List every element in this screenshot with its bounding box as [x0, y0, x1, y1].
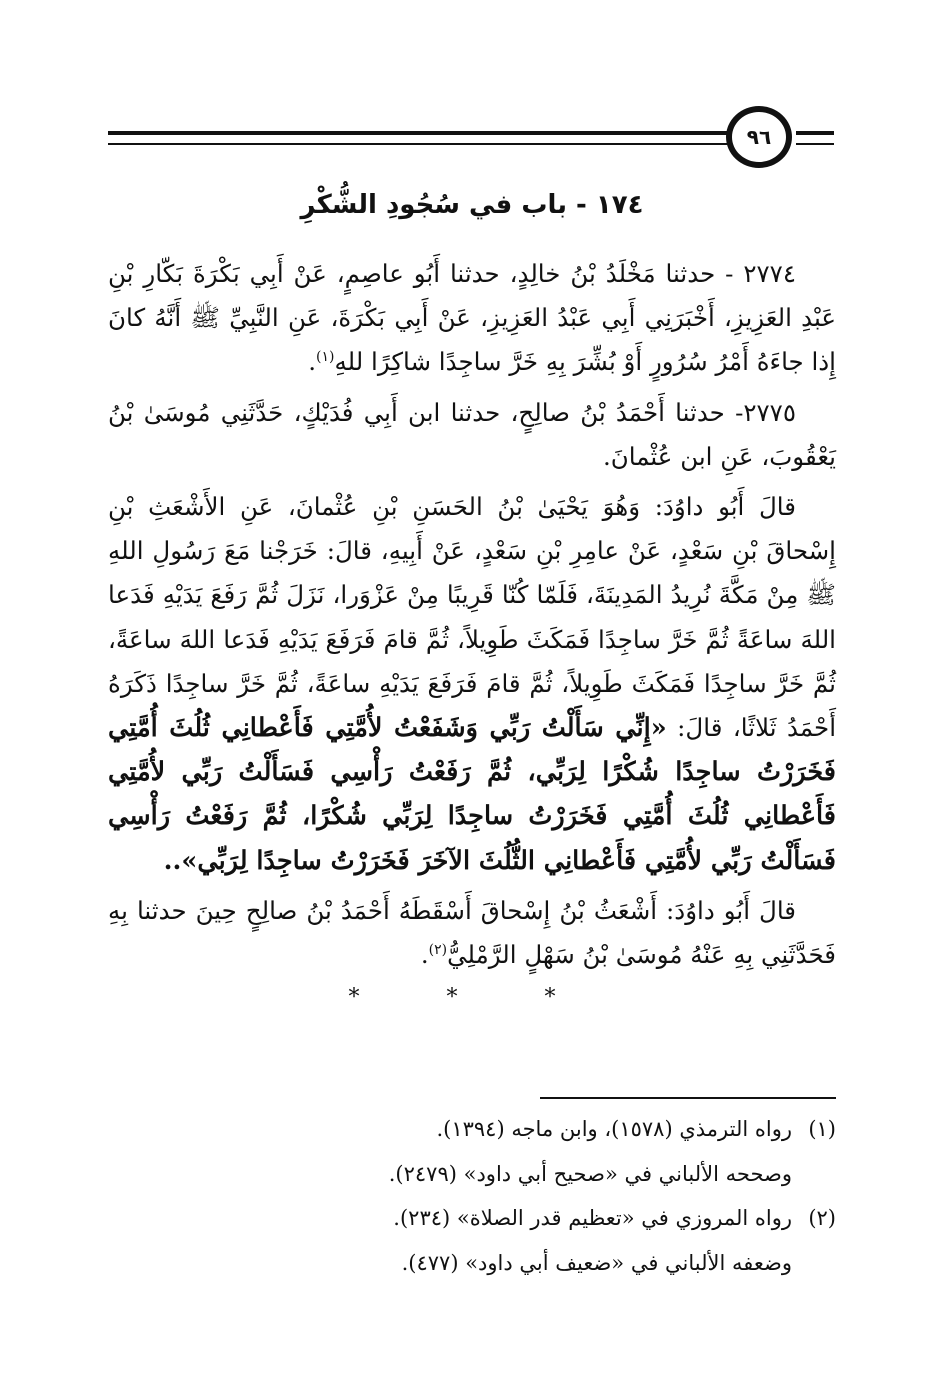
footnotes: [108, 1107, 836, 1285]
footnote-ref-1[interactable]: (١): [316, 349, 335, 366]
header-rule-right-bottom: [796, 143, 834, 145]
header-rule-right-top: [796, 131, 834, 135]
hadith-2775: ٢٧٧٥- حدثنا أَحْمَدُ بْنُ صالِحٍ، حدثنا ابن أَبِي فُدَيْكٍ، حَدَّثَنِي مُوسَىٰ بْنُ يَعْقُوبَ، عَنِ ابن عُثْمانَ.: [108, 397, 836, 471]
abu-dawud-note-intro: قالَ أَبُو داوُدَ: وَهُوَ يَحْيَىٰ بْنُ الحَسَنِ بْنِ عُثْمانَ، عَنِ الأَشْعَثِ بْنِ إِسْحاقَ بْنِ سَعْدٍ، عَنْ عامِرِ بْنِ سَعْدٍ، عَنْ أَبِيهِ، قالَ: خَرَجْنا مَعَ رَسُولِ اللهِ ﷺ مِنْ مَكَّةَ نُرِيدُ المَدِينَةَ، فَلَمّا كُنّا قَرِيبًا مِنْ عَزْوَرا، نَزَلَ ثُمَّ رَفَعَ يَدَيْهِ فَدَعا اللهَ ساعَةً ثُمَّ خَرَّ ساجِدًا فَمَكَثَ طَوِيلاً، ثُمَّ قامَ فَرَفَعَ يَدَيْهِ فَدَعا اللهَ ساعَةً، ثُمَّ خَرَّ ساجِدًا فَمَكَثَ طَوِيلاً، ثُمَّ قامَ فَرَفَعَ يَدَيْهِ ساعَةً، ثُمَّ خَرَّ ساجِدًا ذَكَرَهُ أَحْمَدُ ثَلاثًا، قالَ:: [108, 492, 837, 743]
section-separator: * * *: [348, 985, 596, 1010]
footnote-2-continuation: وضعفه الألباني في «ضعيف أبي داود» (٤٧٧).: [401, 1250, 792, 1275]
header-rule-bottom: [108, 143, 736, 145]
hadith-2774-text: ٢٧٧٤ - حدثنا مَخْلَدُ بْنُ خالِدٍ، حدثنا أَبُو عاصِمٍ، عَنْ أَبِي بَكْرَةَ بَكّارِ بْنِ عَبْدِ العَزِيزِ، أَخْبَرَنِي أَبِي عَبْدُ العَزِيزِ، عَنْ أَبِي بَكْرَةَ، عَنِ النَّبِيِّ ﷺ أَنَّهُ كانَ إِذا جاءَهُ أَمْرُ سُرُورٍ أَوْ بُشِّرَ بِهِ خَرَّ ساجِدًا شاكِرًا للهِ: [108, 259, 836, 377]
abu-dawud-note-2: [108, 889, 836, 977]
footnote-separator: [540, 1097, 836, 1099]
footnote-1-number: (١): [808, 1117, 836, 1141]
header-rule-top: [108, 131, 736, 135]
abu-dawud-note-2-text: قالَ أَبُو داوُدَ: أَشْعَثُ بْنُ إِسْحاقَ أَسْقَطَهُ أَحْمَدُ بْنُ صالِحٍ حِينَ حدثنا بِهِ فَحَدَّثَنِي بِهِ عَنْهُ مُوسَىٰ بْنُ سَهْلٍ الرَّمْلِيُّ: [108, 895, 836, 970]
hadith-2774-end: .: [308, 347, 317, 377]
footnote-1-continuation: وصححه الألباني في «صحيح أبي داود» (٢٤٧٩).: [388, 1161, 792, 1186]
footnote-2: [108, 1196, 836, 1241]
footnote-1: [108, 1107, 836, 1152]
footnote-2-text: رواه المروزي في «تعظيم قدر الصلاة» (٢٣٤).: [393, 1206, 792, 1230]
abu-dawud-note-2-end: .: [420, 940, 429, 970]
footnote-2-number: (٢): [808, 1206, 836, 1230]
page-number-text: ٩٦: [746, 125, 772, 149]
chapter-title: ١٧٤ - باب في سُجُودِ الشُّكْرِ: [300, 190, 644, 220]
footnote-ref-2[interactable]: (٢): [428, 941, 448, 958]
main-text: [108, 252, 836, 983]
hadith-2774: [108, 252, 836, 385]
page-number: [726, 106, 792, 168]
abu-dawud-note: [108, 485, 836, 883]
prophet-quote: «إِنِّي سَأَلْتُ رَبِّي وَشَفَعْتُ لأُمَّتِي فَأَعْطانِي ثُلُثَ أُمَّتِي فَخَرَرْتُ ساجِدًا شُكْرًا لِرَبِّي، ثُمَّ رَفَعْتُ رَأْسِي فَسَأَلْتُ رَبِّي لأُمَّتِي فَأَعْطانِي ثُلُثَ أُمَّتِي فَخَرَرْتُ ساجِدًا لِرَبِّي شُكْرًا، ثُمَّ رَفَعْتُ رَأْسِي فَسَأَلْتُ رَبِّي لأُمَّتِي فَأَعْطانِي الثُّلُثَ الآخَرَ فَخَرَرْتُ ساجِدًا لِرَبِّي»..: [108, 713, 836, 876]
footnote-1-text: رواه الترمذي (١٥٧٨)، وابن ماجه (١٣٩٤).: [436, 1117, 792, 1141]
